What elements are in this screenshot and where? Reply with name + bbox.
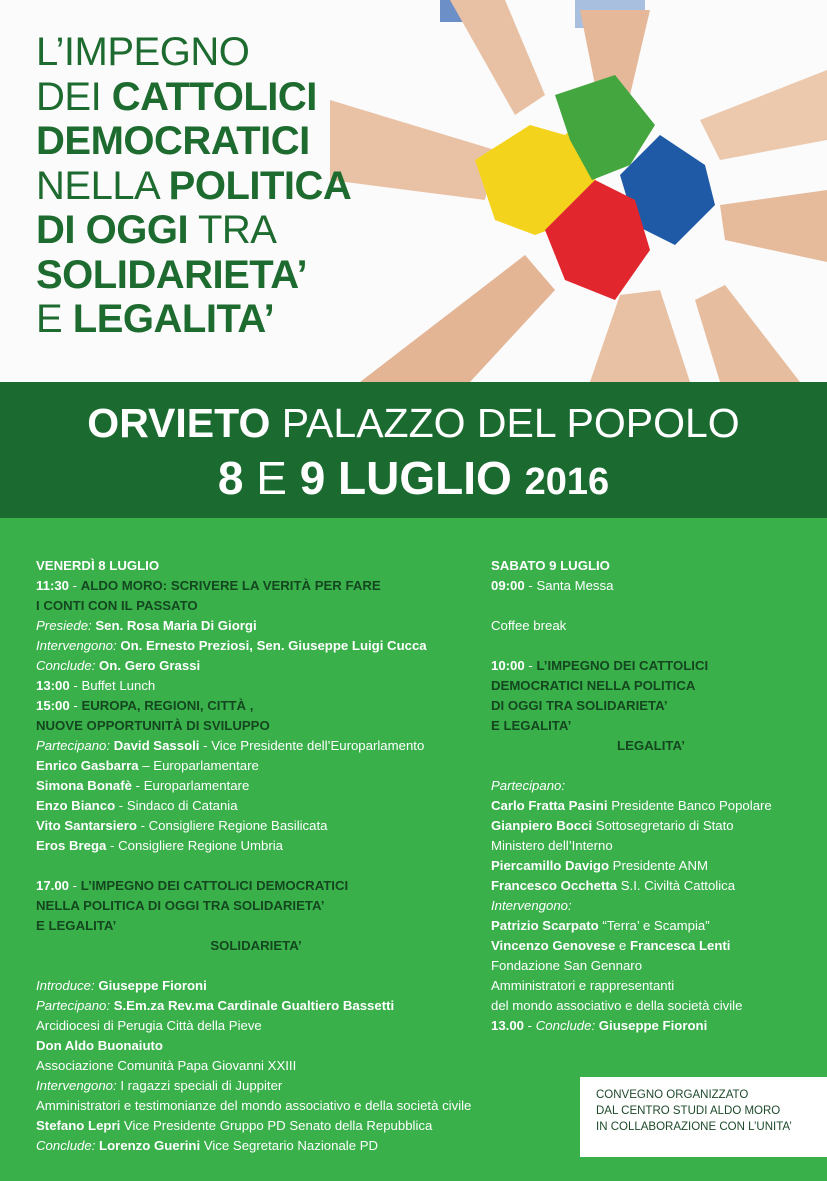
hand-right-lower — [720, 190, 827, 262]
speaker-name: On. Gero Grassi — [99, 658, 201, 673]
speaker-name: Enzo Bianco — [36, 798, 116, 813]
program-line — [491, 796, 811, 816]
program-line — [36, 796, 476, 816]
program-line — [491, 956, 811, 976]
title-segment: LEGALITA’ — [72, 297, 275, 341]
program-line — [36, 636, 476, 656]
speaker-name: Francesco Occhetta — [491, 878, 618, 893]
program-text: I ragazzi speciali di Juppiter — [120, 1078, 283, 1093]
hand-top-left — [450, 0, 545, 115]
day-heading: SABATO 9 LUGLIO — [491, 558, 610, 573]
program-line — [36, 936, 476, 956]
hand-bottom-left — [360, 255, 555, 382]
program-line — [491, 656, 811, 676]
program-text: S.I. Civiltà Cattolica — [617, 878, 736, 893]
program-text: Coffee break — [491, 618, 567, 633]
hands-puzzle-image — [330, 0, 827, 382]
session-title: E LEGALITA’ — [36, 918, 117, 933]
role-label: Intervengono: — [36, 638, 121, 653]
program-line — [491, 596, 811, 616]
speaker-name: Eros Brega — [36, 838, 107, 853]
program-line — [491, 616, 811, 636]
program-line — [36, 716, 476, 736]
session-title: L’IMPEGNO DEI CATTOLICI DEMOCRATICI — [80, 878, 349, 893]
program-line — [36, 1096, 476, 1116]
session-title: I CONTI CON IL PASSATO — [36, 598, 198, 613]
program-text: Presidente ANM — [609, 858, 708, 873]
session-title: E LEGALITA’ — [491, 718, 572, 733]
program-line — [36, 816, 476, 836]
session-time: 09:00 — [491, 578, 525, 593]
role-label: Partecipano: — [36, 738, 114, 753]
program-line — [36, 1076, 476, 1096]
program-line — [491, 936, 811, 956]
session-title: ALDO MORO: SCRIVERE LA VERITÀ PER FARE — [80, 578, 381, 593]
title-line — [36, 75, 351, 120]
program-line — [491, 736, 811, 756]
title-segment: DI OGGI — [36, 208, 189, 252]
program-text: Amministratori e testimonianze del mondo associativo e della società civile — [36, 1098, 472, 1113]
program-line — [36, 656, 476, 676]
venue-city: ORVIETO — [87, 400, 271, 446]
role-label: Intervengono: — [491, 898, 572, 913]
program-text: Fondazione San Gennaro — [491, 958, 643, 973]
program-line — [36, 856, 476, 876]
program-line — [36, 756, 476, 776]
date-month: LUGLIO — [325, 452, 525, 504]
program-text: - Consigliere Regione Basilicata — [136, 818, 328, 833]
program-line — [36, 876, 476, 896]
program-text: – Europarlamentare — [138, 758, 259, 773]
speaker-name: Giuseppe Fioroni — [598, 1018, 708, 1033]
program-text: - Europarlamentare — [132, 778, 250, 793]
date-day-1: 8 — [217, 452, 244, 504]
speaker-name: Vincenzo Genovese — [491, 938, 616, 953]
program-text: Presidente Banco Popolare — [607, 798, 772, 813]
program-text: Sottosegretario di Stato — [592, 818, 734, 833]
program-day-1 — [36, 556, 476, 1156]
program-line — [491, 676, 811, 696]
session-title: L’IMPEGNO DEI CATTOLICI — [536, 658, 709, 673]
program-text: - Sindaco di Catania — [115, 798, 238, 813]
speaker-name: Enrico Gasbarra — [36, 758, 139, 773]
program-line — [491, 576, 811, 596]
event-banner — [0, 382, 827, 518]
session-time: 13.00 — [491, 1018, 525, 1033]
program-text: - — [524, 658, 537, 673]
program-text: - Buffet Lunch — [69, 678, 156, 693]
program-text: Arcidiocesi di Perugia Città della Pieve — [36, 1018, 262, 1033]
program-line — [36, 596, 476, 616]
role-label: Presiede: — [36, 618, 96, 633]
title-segment: DEI — [36, 74, 112, 119]
header-section — [0, 0, 827, 382]
organizer-line: CONVEGNO ORGANIZZATO — [596, 1089, 749, 1101]
program-text: - Santa Messa — [524, 578, 614, 593]
venue-line — [0, 400, 827, 446]
program-line — [491, 916, 811, 936]
speaker-name: David Sassoli — [113, 738, 200, 753]
session-title: DEMOCRATICI NELLA POLITICA — [491, 678, 696, 693]
session-title: LEGALITA’ — [617, 738, 685, 753]
program-line — [36, 616, 476, 636]
program-line — [36, 676, 476, 696]
speaker-name: Carlo Fratta Pasini — [491, 798, 608, 813]
program-line — [36, 1056, 476, 1076]
program-text: - Consigliere Regione Umbria — [106, 838, 284, 853]
title-segment: POLITICA — [168, 163, 352, 208]
program-line — [491, 896, 811, 916]
hand-right-upper — [700, 70, 827, 160]
session-title: DI OGGI TRA SOLIDARIETA’ — [491, 698, 668, 713]
poster-title — [36, 30, 351, 342]
speaker-name: S.Em.za Rev.ma Cardinale Gualtiero Bassetti — [113, 998, 395, 1013]
program-line — [36, 976, 476, 996]
speaker-name: Lorenzo Guerini — [99, 1138, 201, 1153]
program-line — [491, 876, 811, 896]
session-title: NUOVE OPPORTUNITÀ DI SVILUPPO — [36, 718, 270, 733]
program-line — [491, 696, 811, 716]
hand-bottom-right — [695, 285, 800, 382]
hand-left-upper — [330, 100, 495, 200]
program-text: e — [615, 938, 631, 953]
organizer-box — [580, 1077, 827, 1157]
title-segment: E — [36, 297, 73, 341]
speaker-name: Sen. Rosa Maria Di Giorgi — [95, 618, 257, 633]
day-heading: VENERDÌ 8 LUGLIO — [36, 558, 160, 573]
speaker-name: Patrizio Scarpato — [491, 918, 599, 933]
program-line — [36, 576, 476, 596]
title-segment: TRA — [188, 208, 277, 252]
program-text: “Terra’ e Scampia” — [598, 918, 710, 933]
session-title: SOLIDARIETA’ — [210, 938, 302, 953]
program-line — [491, 636, 811, 656]
title-line — [36, 119, 351, 164]
speaker-name: Stefano Lepri — [36, 1118, 121, 1133]
program-text: Vice Segretario Nazionale PD — [200, 1138, 379, 1153]
program-text: - Vice Presidente dell’Europarlamento — [199, 738, 425, 753]
program-text: Associazione Comunità Papa Giovanni XXIII — [36, 1058, 297, 1073]
role-label: Conclude: — [36, 1138, 100, 1153]
title-segment: NELLA — [36, 163, 169, 208]
title-line — [36, 208, 351, 253]
speaker-name: Vito Santarsiero — [36, 818, 137, 833]
date-and: E — [243, 452, 300, 504]
speaker-name: Simona Bonafè — [36, 778, 132, 793]
speaker-name: Don Aldo Buonaiuto — [36, 1038, 163, 1053]
program-line — [36, 896, 476, 916]
title-segment: DEMOCRATICI — [36, 119, 310, 163]
venue-place: PALAZZO DEL POPOLO — [270, 400, 740, 446]
date-day-2: 9 — [299, 452, 326, 504]
program-line — [36, 1036, 476, 1056]
program-line — [491, 556, 811, 576]
date-line — [0, 453, 827, 507]
title-line — [36, 297, 351, 342]
program-line — [36, 836, 476, 856]
role-label: Intervengono: — [36, 1078, 121, 1093]
program-text: del mondo associativo e della società civile — [491, 998, 743, 1013]
program-line — [36, 1136, 476, 1156]
program-line — [36, 736, 476, 756]
session-time: 10:00 — [491, 658, 525, 673]
speaker-name: Francesca Lenti — [630, 938, 731, 953]
title-segment: CATTOLICI — [111, 74, 317, 119]
organizer-line: DAL CENTRO STUDI ALDO MORO — [596, 1105, 781, 1117]
title-segment: SOLIDARIETA’ — [36, 252, 308, 297]
program-text: Ministero dell’Interno — [491, 838, 613, 853]
title-line — [36, 253, 351, 298]
program-line — [36, 956, 476, 976]
title-segment: L’IMPEGNO — [36, 30, 250, 74]
date-year: 2016 — [524, 461, 610, 503]
program-line — [36, 996, 476, 1016]
program-line — [491, 996, 811, 1016]
role-label: Conclude: — [36, 658, 100, 673]
program-line — [491, 816, 811, 836]
role-label: Conclude: — [535, 1018, 599, 1033]
program-line — [36, 696, 476, 716]
session-title: EUROPA, REGIONI, CITTÀ , — [81, 698, 254, 713]
program-line — [36, 1016, 476, 1036]
program-line — [491, 1016, 811, 1036]
program-line — [491, 756, 811, 776]
role-label: Partecipano: — [36, 998, 114, 1013]
hand-bottom-mid — [590, 290, 690, 382]
program-text: - — [69, 878, 81, 893]
program-text: - — [69, 698, 82, 713]
speaker-name: On. Ernesto Preziosi, Sen. Giuseppe Luigi Cucca — [120, 638, 427, 653]
title-line — [36, 30, 351, 75]
session-title: NELLA POLITICA DI OGGI TRA SOLIDARIETA’ — [36, 898, 325, 913]
speaker-name: Giuseppe Fioroni — [98, 978, 207, 993]
speaker-name: Piercamillo Davigo — [491, 858, 609, 873]
program-text: Amministratori e rappresentanti — [491, 978, 675, 993]
program-line — [36, 1116, 476, 1136]
session-time: 17.00 — [36, 878, 70, 893]
program-line — [491, 836, 811, 856]
session-time: 11:30 — [36, 578, 70, 593]
session-time: 15:00 — [36, 698, 70, 713]
program-line — [491, 976, 811, 996]
program-line — [491, 856, 811, 876]
program-line — [36, 776, 476, 796]
program-day-2 — [491, 556, 811, 1036]
session-time: 13:00 — [36, 678, 70, 693]
program-text: Vice Presidente Gruppo PD Senato della Repubblica — [120, 1118, 433, 1133]
program-text: - — [524, 1018, 536, 1033]
program-line — [491, 776, 811, 796]
program-line — [36, 916, 476, 936]
program-text: - — [69, 578, 81, 593]
speaker-name: Gianpiero Bocci — [491, 818, 593, 833]
role-label: Introduce: — [36, 978, 99, 993]
program-line — [491, 716, 811, 736]
organizer-line: IN COLLABORAZIONE CON L’UNITA’ — [596, 1121, 792, 1133]
program-line — [36, 556, 476, 576]
role-label: Partecipano: — [491, 778, 566, 793]
title-line — [36, 164, 351, 209]
